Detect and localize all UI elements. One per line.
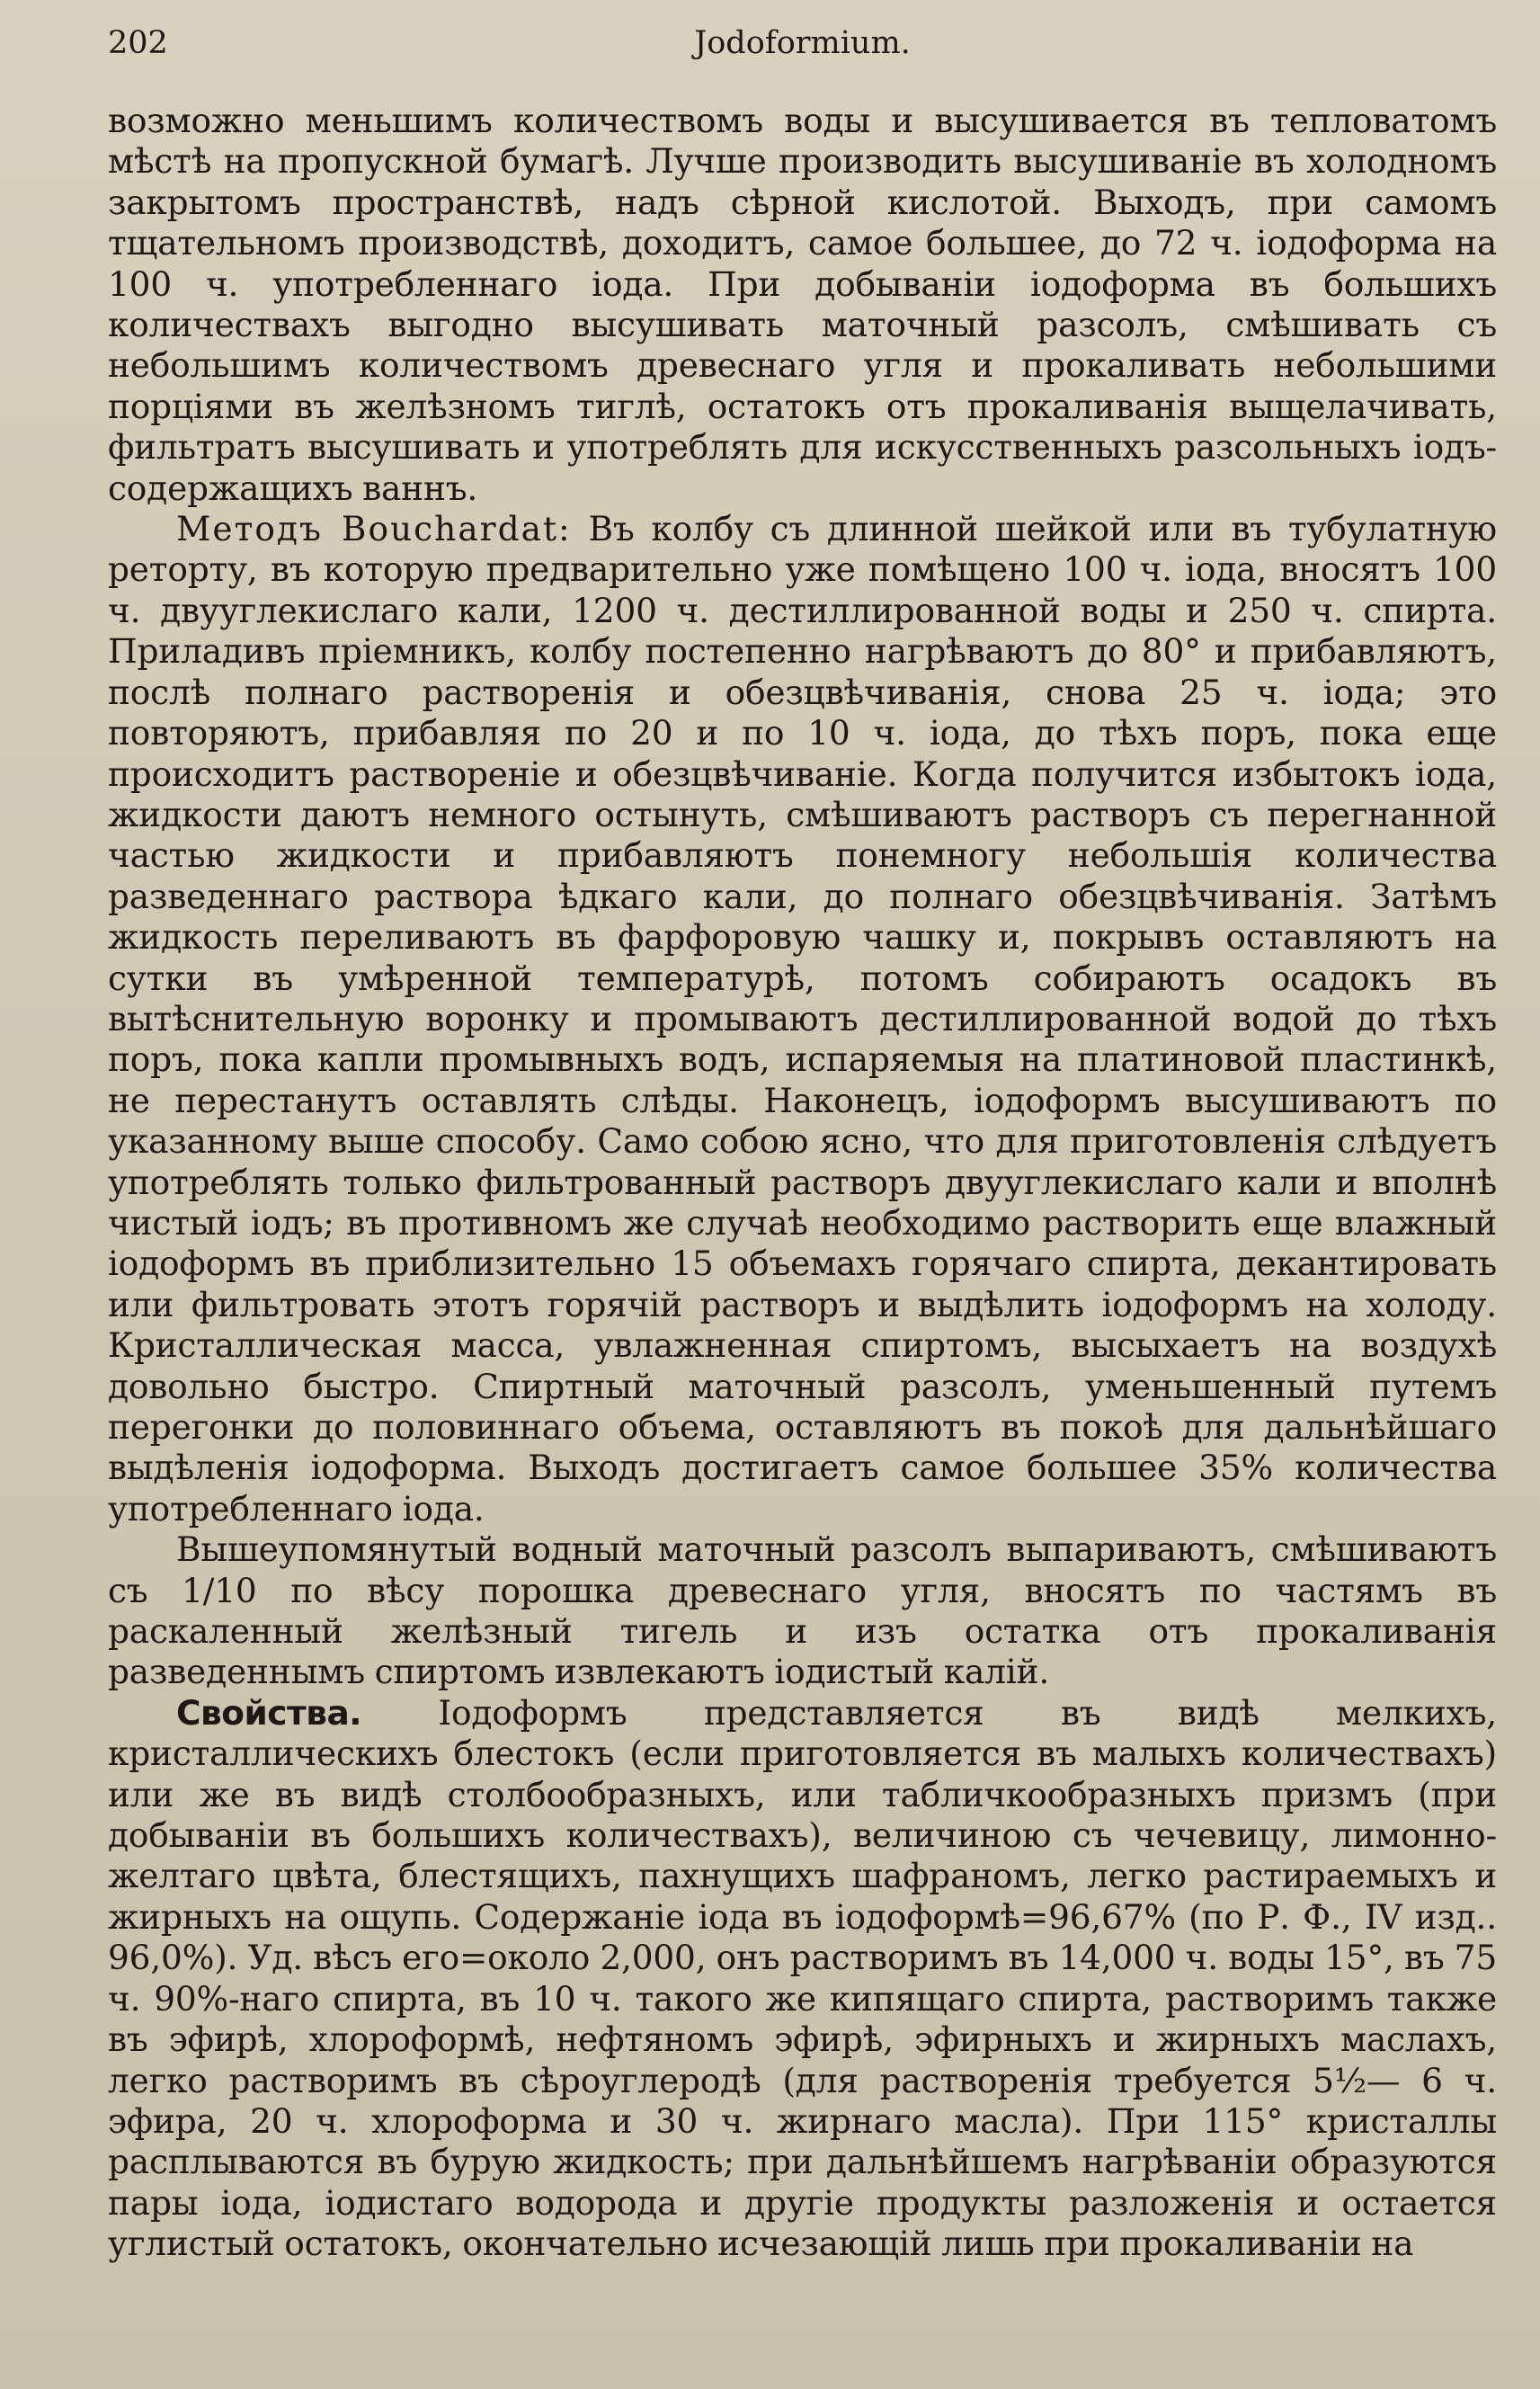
- paragraph-properties: [108, 1693, 1497, 2265]
- paragraph-drying: [108, 101, 1497, 509]
- body-text: [108, 101, 1497, 2265]
- paragraph-lead: Свойства.: [176, 1692, 362, 1733]
- paragraph-text: Іодоформъ представляется въ видѣ мелкихъ, кристаллическихъ блестокъ (если приготовляется въ малыхъ количествахъ) или же въ видѣ столбообразныхъ, или табличкообразныхъ призмъ (при добываніи въ большихъ количествахъ), величиною съ чечевицу, лимонно-желтаго цвѣта, блестящихъ, пахнущихъ шафраномъ, легко растираемыхъ и жирныхъ на ощупь. Содержаніе іода въ іодоформѣ=96,67% (по Р. Ф., IV изд.. 96,0%). Уд. вѣсъ его=около 2,000, онъ растворимъ въ 14,000 ч. воды 15°, въ 75 ч. 90%-наго спирта, въ 10 ч. такого же кипящаго спирта, растворимъ также въ эфирѣ, хлороформѣ, нефтяномъ эфирѣ, эфирныхъ и жирныхъ маслахъ, легко растворимъ въ сѣроуглеродѣ (для растворенія требуется 5½— 6 ч. эфира, 20 ч. хлороформа и 30 ч. жирнаго масла). При 115° кристаллы расплываются въ бурую жидкость; при дальнѣйшемъ нагрѣваніи образуются пары іода, іодистаго водорода и другіе продукты разложенія и остается углистый остатокъ, окончательно исчезающій лишь при прокаливаніи на: [108, 1692, 1497, 2264]
- paragraph-text: Въ колбу съ длинной шейкой или въ тубулатную реторту, въ которую предварительно уже помѣщено 100 ч. іода, вносятъ 100 ч. двууглекислаго кали, 1200 ч. дестиллированной воды и 250 ч. спирта. Приладивъ пріемникъ, колбу постепенно нагрѣваютъ до 80° и прибавляютъ, послѣ полнаго растворенія и обезцвѣчиванія, снова 25 ч. іода; это повторяютъ, прибавляя по 20 и по 10 ч. іода, до тѣхъ поръ, пока еще происходитъ раствореніе и обезцвѣчиваніе. Когда получится избытокъ іода, жидкости даютъ немного остынуть, смѣшиваютъ растворъ съ перегнанной частью жидкости и прибавляютъ понемногу небольшія количества разведеннаго раствора ѣдкаго кали, до полнаго обезцвѣчиванія. Затѣмъ жидкость переливаютъ въ фарфоровую чашку и, покрывъ оставляютъ на сутки въ умѣренной температурѣ, потомъ собираютъ осадокъ въ вытѣснительную воронку и промываютъ дестиллированной водой до тѣхъ поръ, пока капли промывныхъ водъ, испаряемыя на платиновой пластинкѣ, не перестанутъ оставлять слѣды. Наконецъ, іодоформъ высушиваютъ по указанному выше способу. Само собою ясно, что для приготовленія слѣдуетъ употреблять только фильтрованный растворъ двууглекислаго кали и вполнѣ чистый іодъ; въ противномъ же случаѣ необходимо растворить еще влажный іодоформъ въ приблизительно 15 объемахъ горячаго спирта, декантировать или фильтровать этотъ горячій растворъ и выдѣлить іодоформъ на холоду. Кристаллическая масса, увлажненная спиртомъ, высыхаетъ на воздухѣ довольно быстро. Спиртный маточный разсолъ, уменьшенный путемъ перегонки до половиннаго объема, оставляютъ въ покоѣ для дальнѣйшаго выдѣленія іодоформа. Выходъ достигаетъ самое большее 35% количества употребленнаго іода.: [108, 509, 1497, 1529]
- paragraph-bouchardat-method: [108, 509, 1497, 1529]
- paragraph-text: Вышеупомянутый водный маточный разсолъ выпариваютъ, смѣшиваютъ съ 1/10 по вѣсу порошка древеснаго угля, вносятъ по частямъ въ раскаленный желѣзный тигель и изъ остатка отъ прокаливанія разведеннымъ спиртомъ извлекаютъ іодистый калій.: [108, 1529, 1497, 1692]
- paragraph-lead: Методъ Bouchardat:: [176, 509, 572, 549]
- paragraph-mother-liquor: [108, 1529, 1497, 1693]
- page-number: 202: [108, 25, 168, 61]
- paragraph-text: возможно меньшимъ количествомъ воды и высушивается въ тепловатомъ мѣстѣ на пропускной бумагѣ. Лучше производить высушиваніе въ холодномъ закрытомъ пространствѣ, надъ сѣрной кислотой. Выходъ, при самомъ тщательномъ производствѣ, доходитъ, самое большее, до 72 ч. іодоформа на 100 ч. употребленнаго іода. При добываніи іодоформа въ большихъ количествахъ выгодно высушивать маточный разсолъ, смѣшивать съ небольшимъ количествомъ древеснаго угля и прокаливать небольшими порціями въ желѣзномъ тиглѣ, остатокъ отъ прокаливанія выщелачивать, фильтратъ высушивать и употреблять для искусственныхъ разсольныхъ іодъ-содержащихъ ваннъ.: [108, 101, 1497, 508]
- page-header: [108, 25, 1497, 76]
- running-title: Jodoformium.: [694, 25, 911, 61]
